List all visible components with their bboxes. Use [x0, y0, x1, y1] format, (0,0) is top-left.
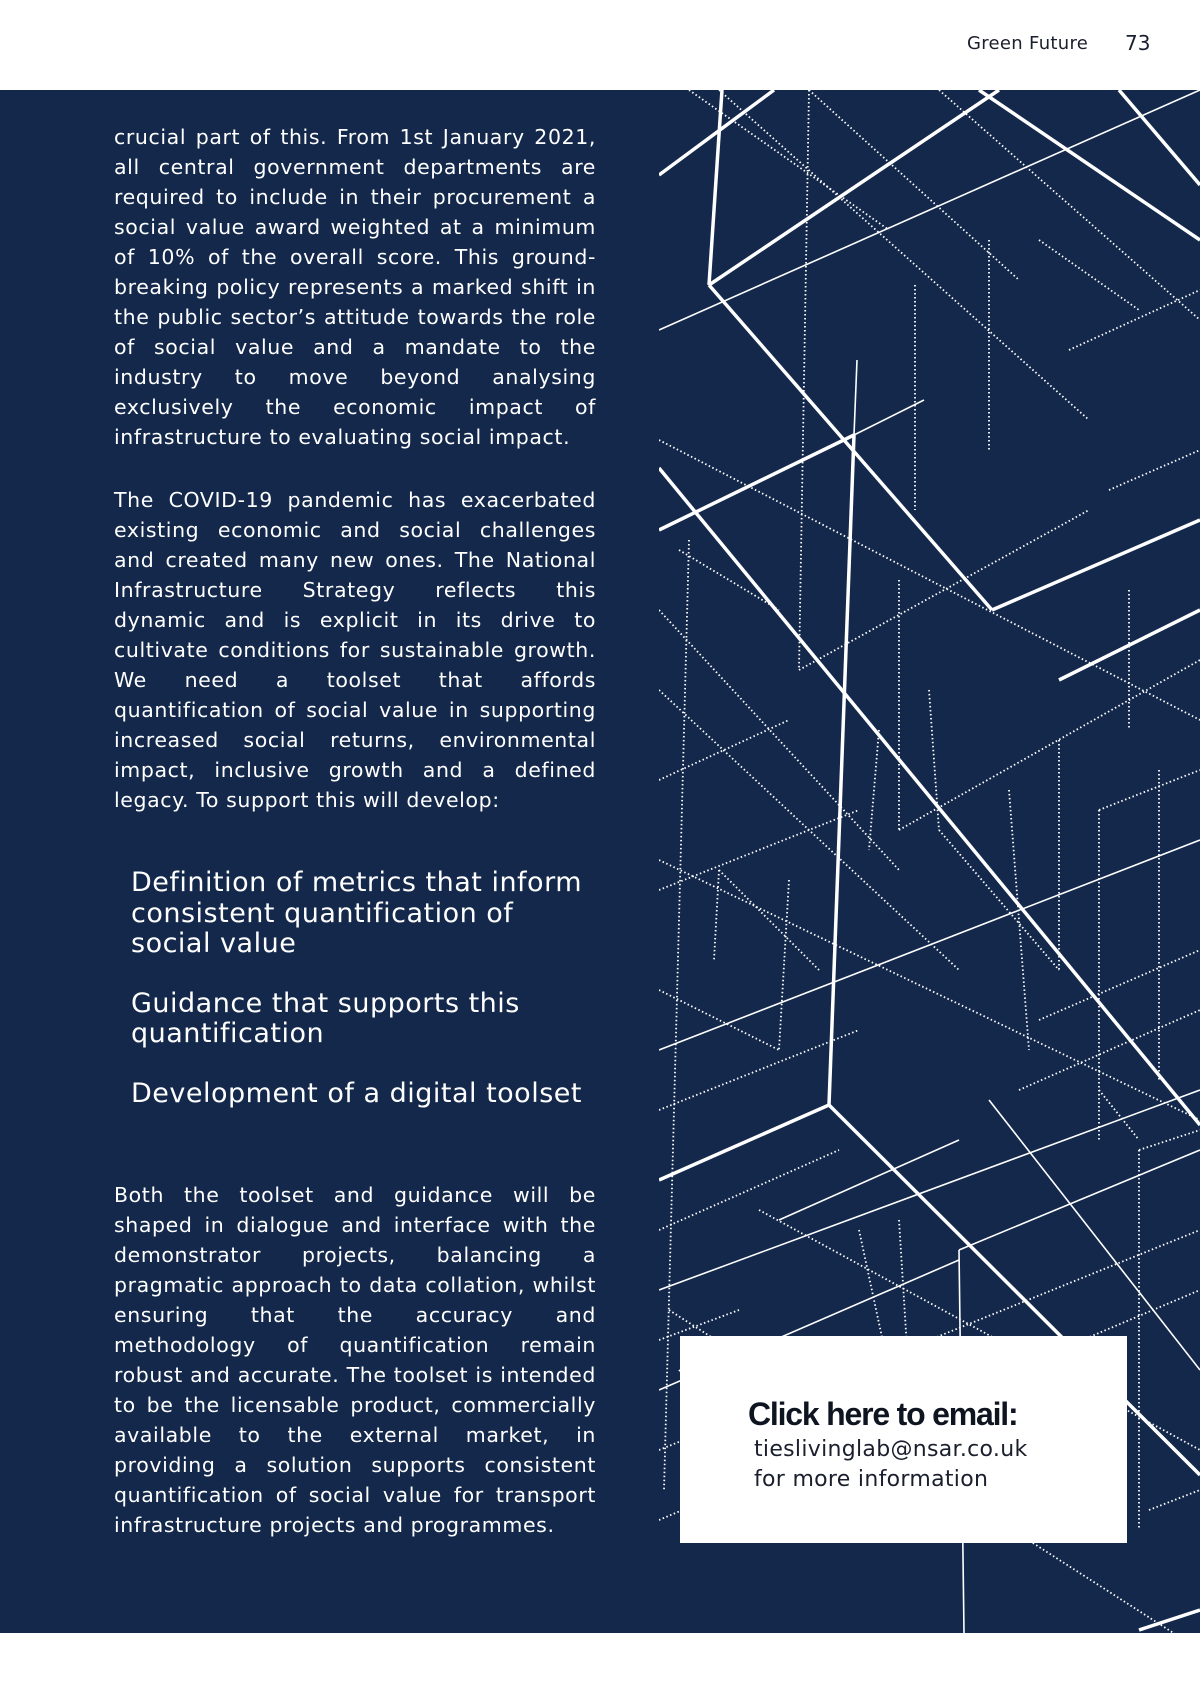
email-cta-heading[interactable]: Click here to email:: [748, 1396, 1018, 1432]
body-paragraph-2: The COVID-19 pandemic has exacerbated existing economic and social challenges and created many new ones. The National Infrastructure Strategy reflects this dynamic and is explicit in its drive to cultivate conditions for sustainable growth. We need a toolset that affords quantification of social value in supporting increased social returns, environmental impact, inclusive growth and a defined legacy. To support this will develop:: [114, 488, 596, 812]
deliverables-list: [131, 868, 601, 1138]
body-paragraph-1: crucial part of this. From 1st January 2021, all central government departments are required to include in their procurement a social value award weighted at a minimum of 10% of the overall score. This ground-breaking policy represents a marked shift in the public sector’s attitude towards the role of social value and a mandate to the industry to move beyond analysing exclusively the economic impact of infrastructure to evaluating social impact.: [114, 125, 596, 449]
email-callout[interactable]: [680, 1336, 1127, 1543]
email-cta-subtitle: for more information: [754, 1467, 989, 1492]
page-number: 73: [1125, 31, 1151, 55]
email-link[interactable]: tieslivinglab@nsar.co.uk: [754, 1437, 1028, 1462]
section-title: Green Future: [967, 33, 1089, 54]
list-item: Development of a digital toolset: [131, 1077, 582, 1109]
list-item: Definition of metrics that inform consistent quantification of social value: [131, 867, 583, 959]
list-item: Guidance that supports this quantification: [131, 987, 520, 1049]
body-paragraph-3: Both the toolset and guidance will be shaped in dialogue and interface with the demonstrator projects, balancing a pragmatic approach to data collation, whilst ensuring that the accuracy and methodology of quantification remain robust and accurate. The toolset is intended to be the licensable product, commercially available to the external market, in providing a solution supports consistent quantification of social value for transport infrastructure projects and programmes.: [114, 1183, 596, 1537]
